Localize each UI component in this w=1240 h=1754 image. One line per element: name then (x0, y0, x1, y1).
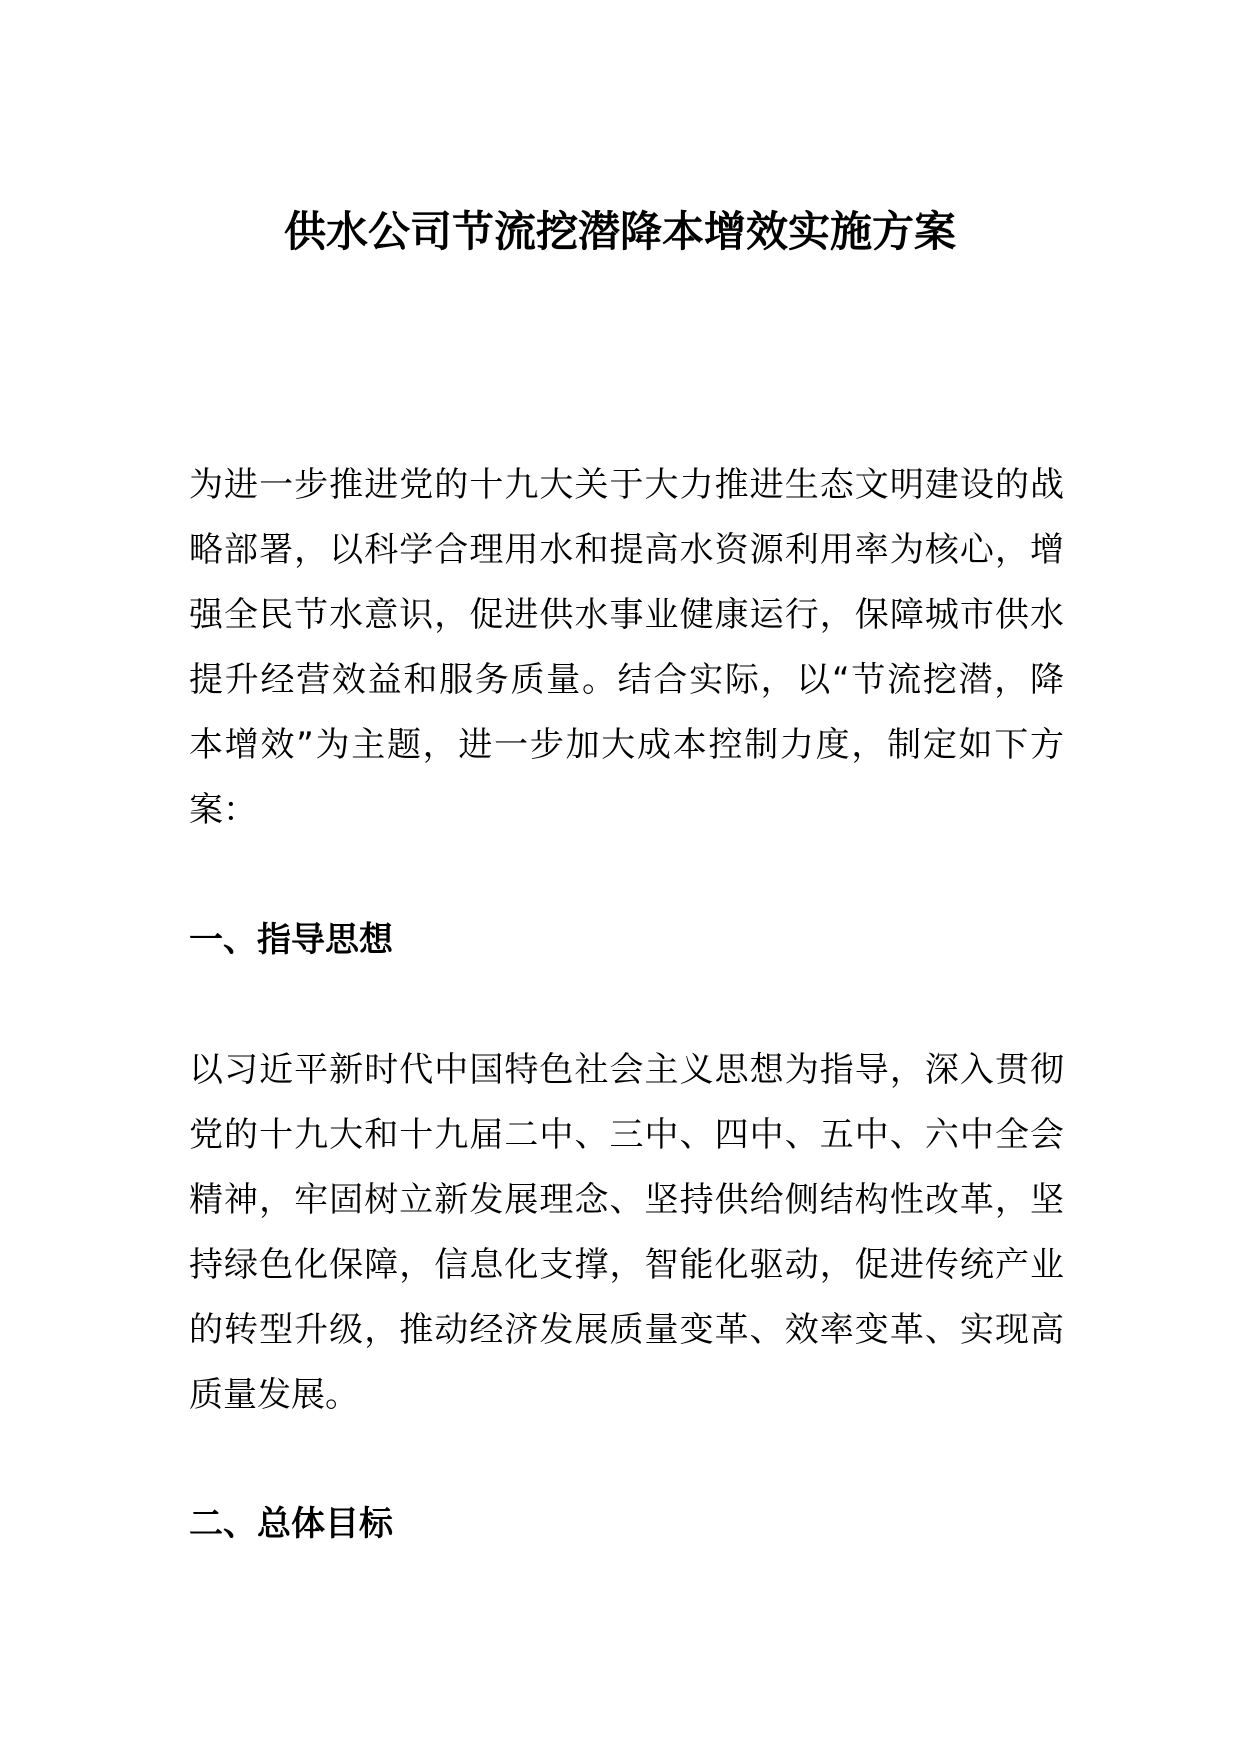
section-paragraph-guiding-ideology (189, 1038, 1064, 1428)
section-heading-overall-goal: 二、总体目标 (189, 1504, 393, 1544)
paragraph-line: 精神，牢固树立新发展理念、坚持供给侧结构性改革，坚 (189, 1180, 1064, 1220)
paragraph-line: 的转型升级，推动经济发展质量变革、效率变革、实现高 (189, 1310, 1064, 1350)
document-title: 供水公司节流挖潜降本增效实施方案 (283, 207, 956, 256)
intro-line: 为进一步推进党的十九大关于大力推进生态文明建设的战 (189, 465, 1064, 505)
paragraph-line: 质量发展。 (189, 1375, 359, 1415)
intro-line: 提升经营效益和服务质量。结合实际，以“节流挖潜，降 (189, 660, 1064, 700)
intro-line: 本增效”为主题，进一步加大成本控制力度，制定如下方 (189, 725, 1064, 765)
paragraph-line: 党的十九大和十九届二中、三中、四中、五中、六中全会 (189, 1115, 1064, 1155)
intro-line: 略部署，以科学合理用水和提高水资源利用率为核心，增 (189, 530, 1064, 570)
paragraph-line: 以习近平新时代中国特色社会主义思想为指导，深入贯彻 (189, 1050, 1064, 1090)
intro-paragraph (189, 453, 1064, 843)
paragraph-line: 持绿色化保障，信息化支撑，智能化驱动，促进传统产业 (189, 1245, 1064, 1285)
section-heading-guiding-ideology: 一、指导思想 (189, 920, 393, 960)
intro-line: 强全民节水意识，促进供水事业健康运行，保障城市供水 (189, 595, 1064, 635)
intro-line: 案： (189, 790, 257, 830)
